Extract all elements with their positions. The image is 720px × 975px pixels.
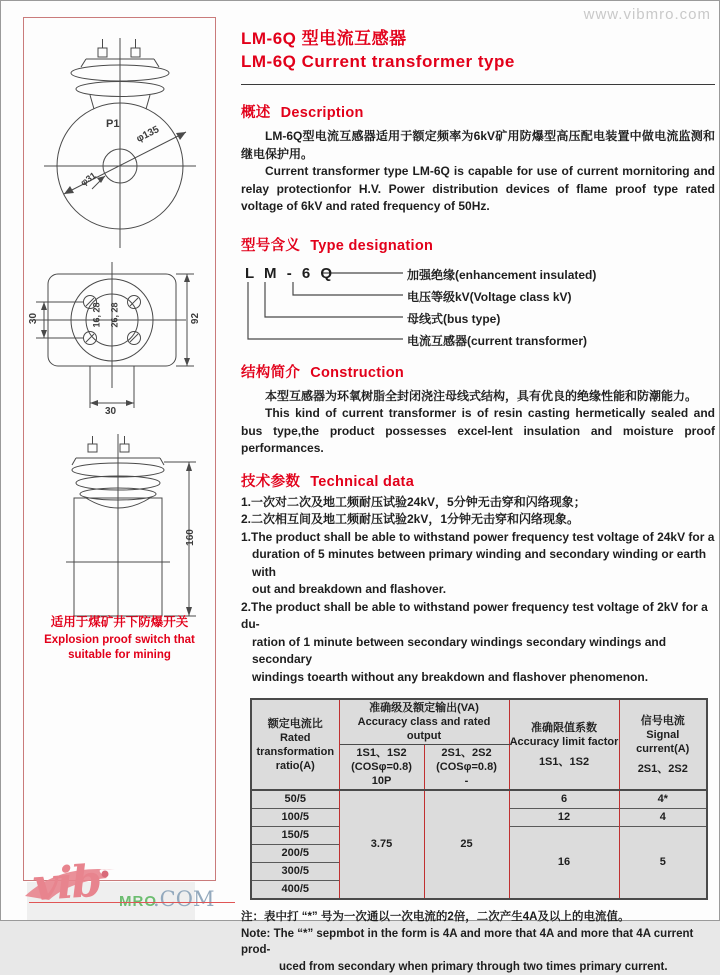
model-code: L M - 6 Q <box>245 265 335 282</box>
header-ratio-en2: transformation <box>252 745 339 759</box>
terminal-label: P1 <box>106 118 119 130</box>
center-dim-b: 26, 28 <box>110 302 120 327</box>
header-limit-terms: 1S1、1S2 <box>510 755 619 769</box>
type-designation-diagram <box>241 265 715 351</box>
ratio-cell: 150/5 <box>251 827 339 845</box>
site-watermark: www.vibmro.com <box>584 6 711 23</box>
ratings-table <box>250 698 708 900</box>
description-heading-en: Description <box>281 105 364 121</box>
note-en-line2: uced from secondary when primary through two times primary current. <box>241 959 715 975</box>
technical-en2-line2: ration of 1 minute between secondary windings secondary windings and secondary <box>241 634 715 669</box>
drawing-caption <box>24 612 215 663</box>
logo-com-text: .COM <box>153 887 214 911</box>
header-signal-current <box>619 699 707 790</box>
inner-diameter-dim: φ31 <box>79 170 98 188</box>
limit-factor-cell: 16 <box>509 827 619 900</box>
top-view-drawing <box>24 258 215 436</box>
header-signal-cn: 信号电流 <box>620 714 707 728</box>
accuracy-1s-cell: 3.75 <box>339 790 424 899</box>
technical-en1-line2: duration of 5 minutes between primary winding and secondary winding or earth with <box>241 546 715 581</box>
accuracy-2s-cell: 25 <box>424 790 509 899</box>
signal-current-cell: 4 <box>619 809 707 827</box>
header-limit-en: Accuracy limit factor <box>510 735 619 749</box>
construction-heading <box>241 361 715 382</box>
type-designation-heading <box>241 234 715 255</box>
ratio-cell: 200/5 <box>251 845 339 863</box>
hole-spacing-left-dim: 30 <box>28 313 39 324</box>
description-heading <box>241 101 715 122</box>
header-limit-factor <box>509 699 619 790</box>
construction-heading-cn: 结构简介 <box>241 365 300 381</box>
technical-en1-line3: out and breakdown and flashover. <box>241 581 715 599</box>
content-column <box>241 27 715 975</box>
header-accuracy-group <box>339 699 509 745</box>
technical-heading-en: Technical data <box>310 474 414 490</box>
construction-para-en: This kind of current transformer is of resin casting hermetically sealed and bus type,the product possesses excel-lent insulation and moisture proof performances. <box>241 405 715 458</box>
type-designation-heading-en: Type designation <box>310 238 433 254</box>
front-view-art <box>24 26 215 254</box>
header-ratio-en3: ratio(A) <box>252 759 339 773</box>
designation-label-q: 加强绝缘(enhancement insulated) <box>407 266 707 283</box>
ratio-cell: 300/5 <box>251 863 339 881</box>
header-ratio <box>251 699 339 790</box>
subheader-1s-terms: 1S1、1S2 <box>340 746 424 760</box>
technical-en-item-2 <box>241 599 715 687</box>
body-width-dim: 92 <box>190 313 201 324</box>
header-signal-en: Signal current(A) <box>620 728 707 756</box>
note-en-line1: Note: The “*” sepmbot in the form is 4A and more that 4A and more that 4A current prod- <box>241 926 715 959</box>
site-logo <box>19 856 239 920</box>
designation-label-6: 电压等级kV(Voltage class kV) <box>407 288 707 305</box>
technical-en1-line1: 1.The product shall be able to withstand power frequency test voltage of 24kV for a <box>241 529 715 547</box>
technical-cn-item-2: 2.二次相互间及地工频耐压试验2kV，1分钟无击穿和闪络现象。 <box>241 511 715 529</box>
signal-current-cell: 5 <box>619 827 707 900</box>
technical-en2-line3: windings toearth without any breakdown and flashover phenomenon. <box>241 669 715 687</box>
header-ratio-en1: Rated <box>252 731 339 745</box>
logo-strikethrough-line <box>29 902 235 903</box>
subheader-2s-terms: 2S1、2S2 <box>425 746 509 760</box>
description-heading-cn: 概述 <box>241 105 271 121</box>
limit-factor-cell: 12 <box>509 809 619 827</box>
table-row <box>251 790 707 809</box>
title-divider <box>241 84 715 85</box>
caption-en-line2: suitable for mining <box>24 648 215 663</box>
logo-mro-text: MRO <box>119 893 157 910</box>
subheader-1s-class: 10P <box>340 774 424 788</box>
ratings-table-header <box>251 699 707 790</box>
technical-en-item-1 <box>241 529 715 599</box>
logo-vib-text: vib <box>31 856 101 912</box>
subheader-1s-cos: (COSφ=0.8) <box>340 760 424 774</box>
center-dim-a: 16, 28 <box>92 302 102 327</box>
drawings-panel <box>23 17 216 881</box>
top-view-art <box>24 258 215 436</box>
technical-heading-cn: 技术参数 <box>241 474 300 490</box>
subheader-2s-cos: (COSφ=0.8) <box>425 760 509 774</box>
hole-spacing-bottom-dim: 30 <box>105 406 116 417</box>
header-accuracy-cn: 准确级及额定输出(VA) <box>340 701 509 715</box>
subheader-2s-class: - <box>425 774 509 788</box>
caption-cn: 适用于煤矿井下防爆开关 <box>24 612 215 630</box>
construction-heading-en: Construction <box>310 365 404 381</box>
product-title-cn: LM-6Q 型电流互感器 <box>241 27 715 50</box>
product-title-en: LM-6Q Current transformer type <box>241 50 715 73</box>
header-limit-cn: 准确限值系数 <box>510 721 619 735</box>
header-ratio-cn: 额定电流比 <box>252 717 339 731</box>
caption-en-line1: Explosion proof switch that <box>24 633 215 648</box>
body-height-dim: 160 <box>185 529 196 546</box>
technical-en2-line1: 2.The product shall be able to withstand power frequency test voltage of 2kV for a du- <box>241 599 715 634</box>
header-accuracy-en: Accuracy class and rated output <box>340 715 509 743</box>
designation-label-l: 电流互感器(current transformer) <box>407 332 707 349</box>
table-note <box>241 909 715 975</box>
ratio-cell: 100/5 <box>251 809 339 827</box>
description-para-en: Current transformer type LM-6Q is capable for use of current mornitoring and relay protectionfor H.V. Power distribution devices of flame proof type rated voltage of 6kV and rated frequency of 50Hz. <box>241 163 715 216</box>
outer-diameter-dim: φ135 <box>135 124 161 145</box>
subheader-2s <box>424 745 509 791</box>
construction-para-cn: 本型互感器为环氧树脂全封闭浇注母线式结构，具有优良的绝缘性能和防潮能力。 <box>241 388 715 406</box>
technical-cn-item-1: 1.一次对二次及地工频耐压试验24kV，5分钟无击穿和闪络现象； <box>241 494 715 512</box>
limit-factor-cell: 6 <box>509 790 619 809</box>
designation-label-m: 母线式(bus type) <box>407 310 707 327</box>
ratio-cell: 50/5 <box>251 790 339 809</box>
front-view-drawing <box>24 26 215 254</box>
type-designation-heading-cn: 型号含义 <box>241 238 300 254</box>
technical-heading <box>241 470 715 491</box>
note-cn: 注：表中打 “*” 号为一次通以一次电流的2倍，二次产生4A及以上的电流值。 <box>241 909 715 926</box>
ratio-cell: 400/5 <box>251 881 339 900</box>
signal-current-cell: 4* <box>619 790 707 809</box>
subheader-1s <box>339 745 424 791</box>
side-view-drawing <box>24 434 215 624</box>
header-signal-terms: 2S1、2S2 <box>620 762 707 776</box>
description-para-cn: LM-6Q型电流互感器适用于额定频率为6kV矿用防爆型高压配电装置中做电流监测和继电保护用。 <box>241 128 715 163</box>
